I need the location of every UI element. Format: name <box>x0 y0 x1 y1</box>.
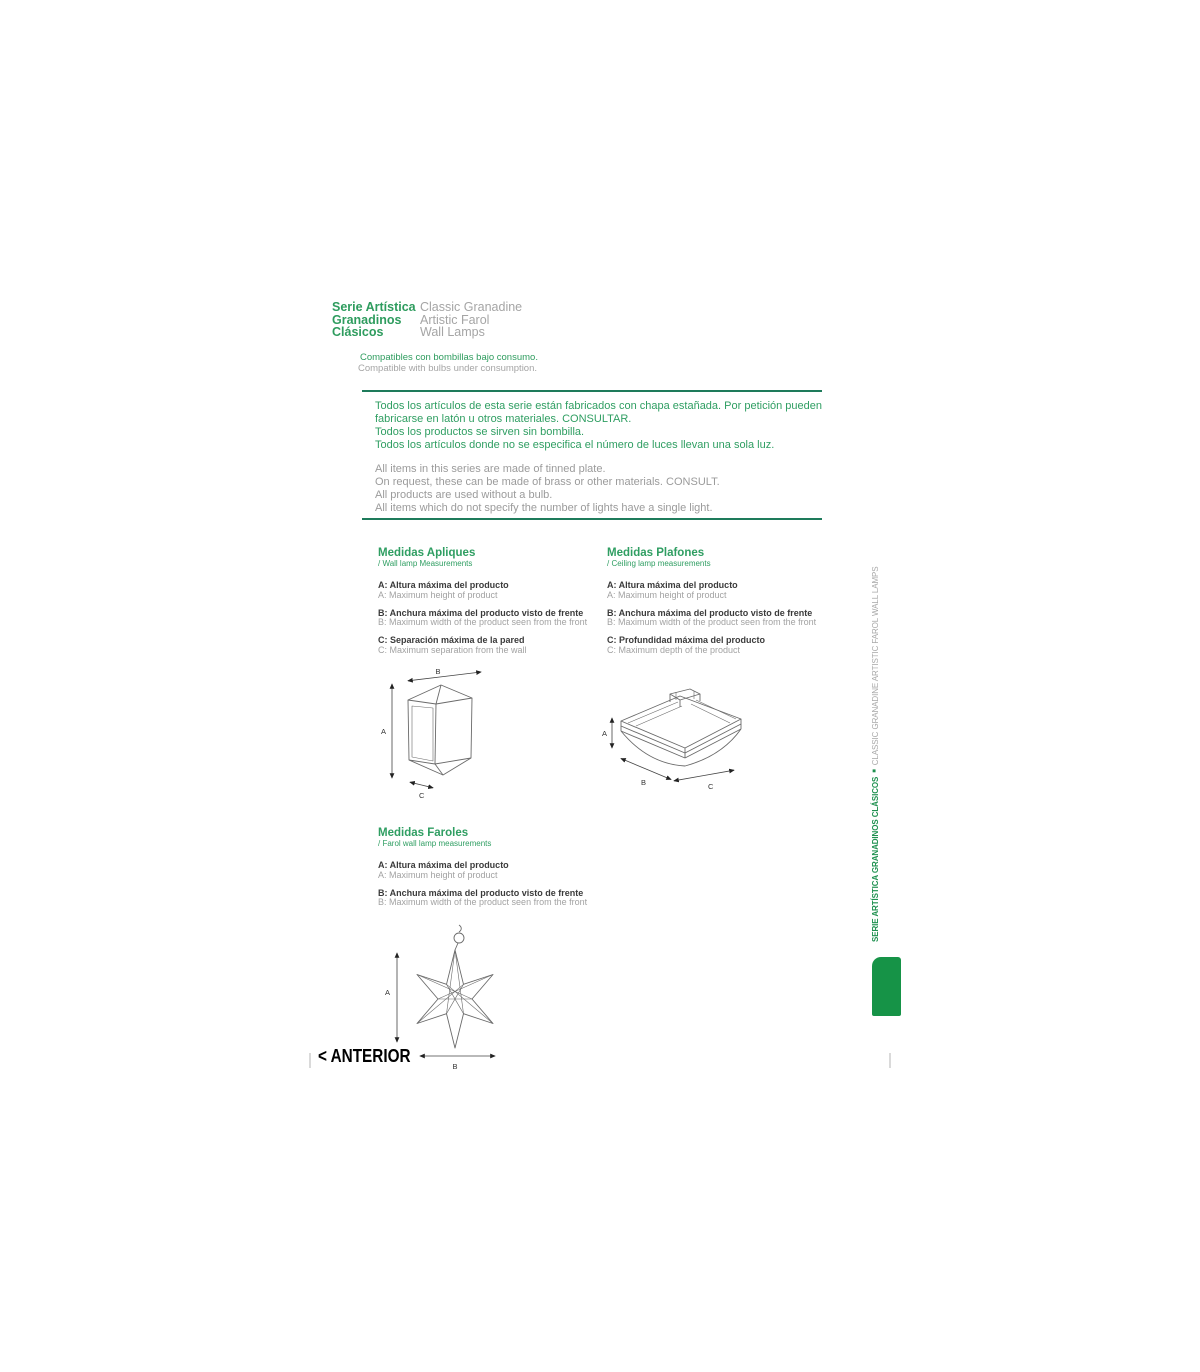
measurement-item <box>607 636 847 656</box>
intro-line: All products are used without a bulb. <box>375 489 553 501</box>
measurement-en: B: Maximum width of the product seen from the front <box>378 617 588 628</box>
measurement-en: B: Maximum width of the product seen from the front <box>607 617 817 628</box>
measurement-es: B: Anchura máxima del producto visto de frente <box>378 607 584 618</box>
series-title-line: Serie Artística <box>332 300 416 314</box>
section-subtitle: / Ceiling lamp measurements <box>607 559 711 568</box>
measurement-en: A: Maximum height of product <box>607 589 727 600</box>
measurement-en: A: Maximum height of product <box>378 869 498 880</box>
series-title-line: Wall Lamps <box>420 325 485 340</box>
series-title-line: Granadinos <box>332 312 402 327</box>
section-subtitle: / Farol wall lamp measurements <box>378 839 492 848</box>
measurement-es: B: Anchura máxima del producto visto de frente <box>378 887 584 898</box>
series-title-line: Clásicos <box>332 325 384 340</box>
measurement-en: A: Maximum height of product <box>378 589 498 600</box>
intro-line: Todos los artículos donde no se especifica el número de luces llevan una sola luz. <box>375 439 775 451</box>
series-title-english <box>420 301 522 339</box>
measurement-es: A: Altura máxima del producto <box>607 580 738 590</box>
dim-label-b: B <box>435 667 441 676</box>
measurement-item <box>378 581 618 601</box>
crop-mark-left <box>309 1053 311 1068</box>
crop-mark-right <box>889 1053 891 1068</box>
section-title: Medidas Apliques <box>378 547 476 559</box>
divider-top <box>362 390 822 392</box>
sidebar-caption-spanish: SERIE ARTÍSTICA GRANADINOS CLÁSICOS <box>870 776 880 942</box>
measurement-item <box>607 581 847 601</box>
measurement-es: A: Altura máxima del producto <box>378 580 509 590</box>
dim-label-c: C <box>708 782 714 791</box>
measurement-en: B: Maximum width of the product seen from the front <box>378 897 588 908</box>
compatibility-note-spanish: Compatibles con bombillas bajo consumo. <box>360 352 538 363</box>
measurement-es: C: Separación máxima de la pared <box>378 635 525 646</box>
section-wall-lamp-measurements <box>378 547 618 664</box>
dim-label-a: A <box>602 729 608 738</box>
section-farol-measurements <box>378 827 618 916</box>
dim-label-a: A <box>381 727 387 736</box>
section-title: Medidas Faroles <box>378 827 469 839</box>
intro-paragraph-english <box>375 463 720 515</box>
measurement-item <box>378 861 618 881</box>
dim-label-b: B <box>452 1062 458 1071</box>
dim-label-b: B <box>641 778 647 787</box>
divider-bottom <box>362 518 822 520</box>
measurement-es: B: Anchura máxima del producto visto de frente <box>607 607 813 618</box>
previous-page-button[interactable]: < ANTERIOR <box>318 1046 411 1066</box>
compatibility-note-english: Compatible with bulbs under consumption. <box>358 363 538 374</box>
intro-line: All items in this series are made of tinned plate. <box>375 463 606 475</box>
ceiling-lamp-drawing <box>592 686 752 798</box>
intro-paragraph-spanish <box>375 400 822 452</box>
series-title-spanish <box>332 301 416 339</box>
measurement-es: C: Profundidad máxima del producto <box>607 635 766 646</box>
intro-line: On request, these can be made of brass or other materials. CONSULT. <box>375 476 720 488</box>
wall-lamp-drawing <box>378 664 490 804</box>
intro-line: Todos los artículos de esta serie están fabricados con chapa estañada. Por petición pueden <box>375 400 823 412</box>
section-subtitle: / Wall lamp Measurements <box>378 559 473 568</box>
measurement-item <box>607 609 847 629</box>
section-title: Medidas Plafones <box>607 547 705 559</box>
section-ceiling-lamp-measurements <box>607 547 847 664</box>
measurement-item <box>378 889 618 909</box>
measurement-es: A: Altura máxima del producto <box>378 860 509 870</box>
measurement-en: C: Maximum separation from the wall <box>378 644 527 655</box>
dim-label-c: C <box>419 791 425 800</box>
square-bullet-icon: ■ <box>872 769 878 773</box>
sidebar-vertical-caption <box>868 566 882 942</box>
series-title-line: Classic Granadine <box>420 300 523 314</box>
page-section-tab <box>872 957 901 1016</box>
sidebar-caption-english: CLASSIC GRANADINE ARTISTIC FAROL WALL LAMPS <box>870 566 880 766</box>
intro-line: Todos los productos se sirven sin bombilla. <box>375 426 585 438</box>
measurement-item <box>378 636 618 656</box>
measurement-en: C: Maximum depth of the product <box>607 644 741 655</box>
measurement-item <box>378 609 618 629</box>
intro-line: fabricarse en latón u otros materiales. CONSULTAR. <box>375 413 632 425</box>
series-title-line: Artistic Farol <box>420 312 490 327</box>
intro-line: All items which do not specify the number of lights have a single light. <box>375 502 713 514</box>
dim-label-a: A <box>385 988 391 997</box>
